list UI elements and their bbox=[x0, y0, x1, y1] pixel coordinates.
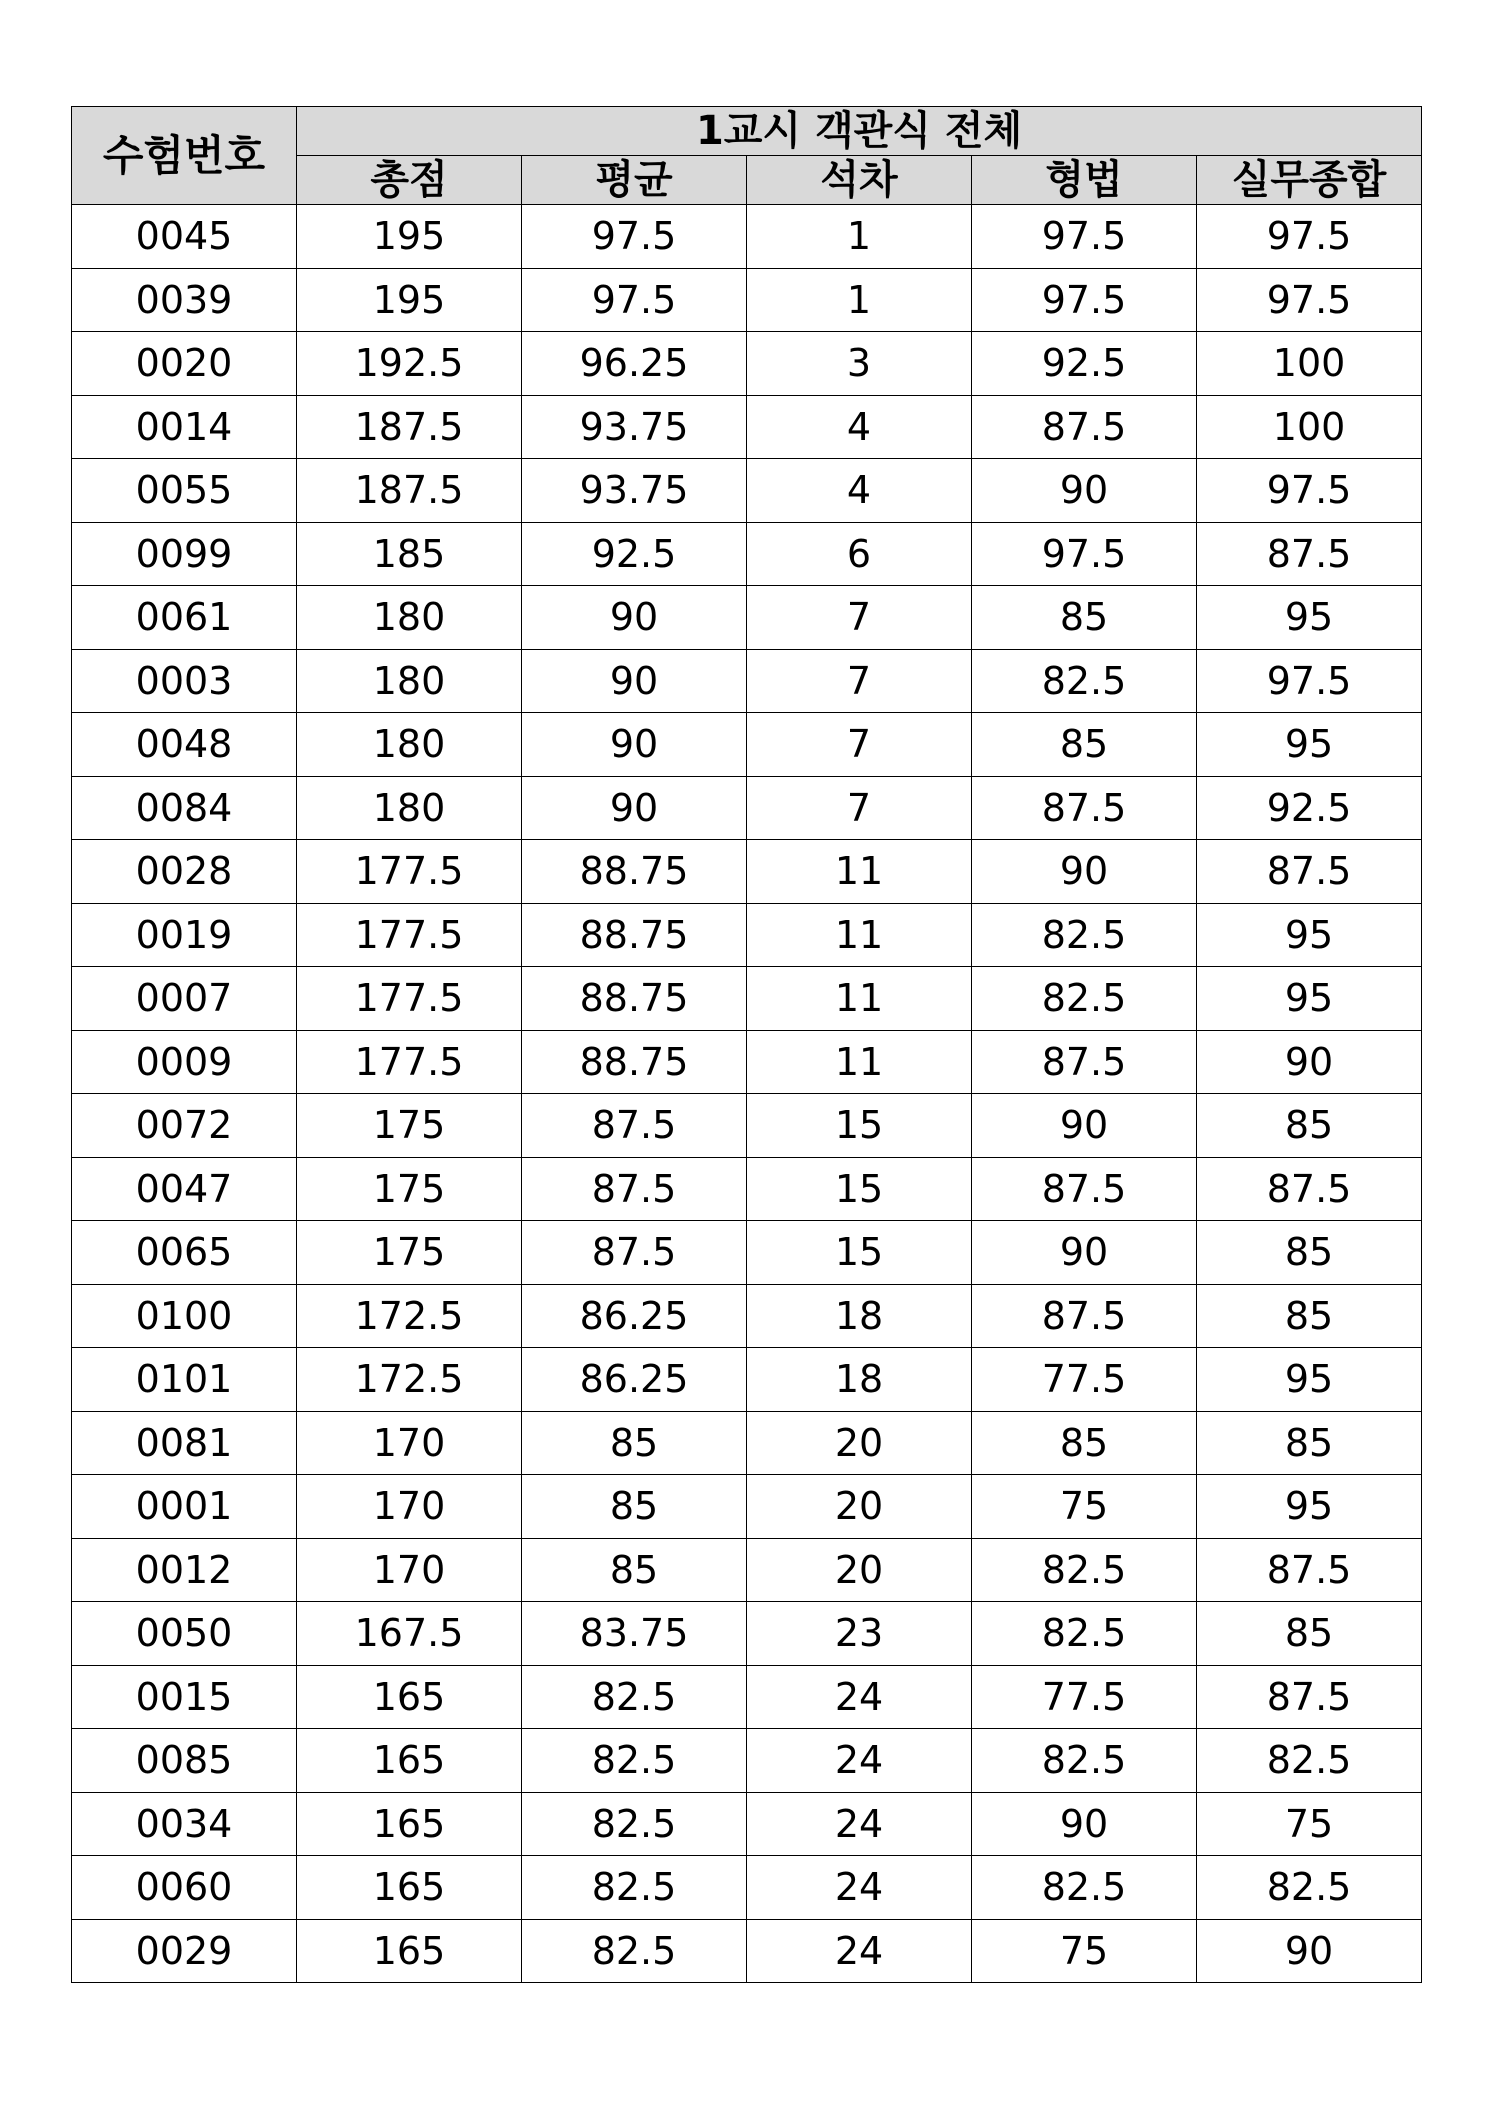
exam-number-cell: 0055 bbox=[72, 459, 297, 523]
average-cell: 87.5 bbox=[522, 1094, 747, 1158]
exam-number-cell: 0045 bbox=[72, 205, 297, 269]
table-row bbox=[72, 1475, 1422, 1539]
practice-general-cell: 87.5 bbox=[1197, 1538, 1422, 1602]
rank-cell: 4 bbox=[747, 395, 972, 459]
total-cell: 195 bbox=[297, 205, 522, 269]
average-cell: 82.5 bbox=[522, 1729, 747, 1793]
rank-cell: 11 bbox=[747, 967, 972, 1031]
exam-number-cell: 0060 bbox=[72, 1856, 297, 1920]
criminal-law-cell: 87.5 bbox=[972, 776, 1197, 840]
rank-cell: 11 bbox=[747, 903, 972, 967]
table-body bbox=[72, 205, 1422, 1983]
practice-general-cell: 97.5 bbox=[1197, 649, 1422, 713]
practice-general-cell: 95 bbox=[1197, 1475, 1422, 1539]
exam-number-cell: 0001 bbox=[72, 1475, 297, 1539]
table-row bbox=[72, 1729, 1422, 1793]
criminal-law-cell: 75 bbox=[972, 1919, 1197, 1983]
practice-general-cell: 85 bbox=[1197, 1284, 1422, 1348]
criminal-law-cell: 87.5 bbox=[972, 1284, 1197, 1348]
exam-number-cell: 0020 bbox=[72, 332, 297, 396]
practice-general-cell: 100 bbox=[1197, 332, 1422, 396]
rank-cell: 11 bbox=[747, 1030, 972, 1094]
criminal-law-cell: 82.5 bbox=[972, 1729, 1197, 1793]
score-table bbox=[71, 106, 1422, 1983]
practice-general-cell: 75 bbox=[1197, 1792, 1422, 1856]
rank-cell: 11 bbox=[747, 840, 972, 904]
table-row bbox=[72, 205, 1422, 269]
rank-cell: 20 bbox=[747, 1411, 972, 1475]
exam-number-cell: 0101 bbox=[72, 1348, 297, 1412]
exam-number-cell: 0065 bbox=[72, 1221, 297, 1285]
practice-general-cell: 95 bbox=[1197, 967, 1422, 1031]
column-header-average: 평균 bbox=[522, 156, 747, 205]
table-row bbox=[72, 649, 1422, 713]
criminal-law-cell: 97.5 bbox=[972, 522, 1197, 586]
criminal-law-cell: 87.5 bbox=[972, 1030, 1197, 1094]
practice-general-cell: 85 bbox=[1197, 1094, 1422, 1158]
exam-number-cell: 0028 bbox=[72, 840, 297, 904]
criminal-law-cell: 82.5 bbox=[972, 903, 1197, 967]
rank-cell: 7 bbox=[747, 713, 972, 777]
table-row bbox=[72, 1284, 1422, 1348]
table-row bbox=[72, 1157, 1422, 1221]
exam-number-cell: 0099 bbox=[72, 522, 297, 586]
criminal-law-cell: 77.5 bbox=[972, 1348, 1197, 1412]
total-cell: 180 bbox=[297, 649, 522, 713]
practice-general-cell: 92.5 bbox=[1197, 776, 1422, 840]
average-cell: 88.75 bbox=[522, 1030, 747, 1094]
table-row bbox=[72, 1411, 1422, 1475]
practice-general-cell: 95 bbox=[1197, 903, 1422, 967]
criminal-law-cell: 90 bbox=[972, 1094, 1197, 1158]
criminal-law-cell: 87.5 bbox=[972, 1157, 1197, 1221]
practice-general-cell: 97.5 bbox=[1197, 268, 1422, 332]
column-header-total: 총점 bbox=[297, 156, 522, 205]
average-cell: 88.75 bbox=[522, 903, 747, 967]
criminal-law-cell: 85 bbox=[972, 586, 1197, 650]
rank-cell: 20 bbox=[747, 1538, 972, 1602]
total-cell: 187.5 bbox=[297, 395, 522, 459]
criminal-law-cell: 90 bbox=[972, 1221, 1197, 1285]
average-cell: 85 bbox=[522, 1538, 747, 1602]
table-row bbox=[72, 1792, 1422, 1856]
table-row bbox=[72, 1030, 1422, 1094]
total-cell: 170 bbox=[297, 1411, 522, 1475]
exam-number-cell: 0061 bbox=[72, 586, 297, 650]
total-cell: 175 bbox=[297, 1221, 522, 1285]
table-row bbox=[72, 903, 1422, 967]
total-cell: 170 bbox=[297, 1475, 522, 1539]
rank-cell: 24 bbox=[747, 1792, 972, 1856]
average-cell: 86.25 bbox=[522, 1348, 747, 1412]
average-cell: 85 bbox=[522, 1475, 747, 1539]
criminal-law-cell: 90 bbox=[972, 1792, 1197, 1856]
total-cell: 172.5 bbox=[297, 1348, 522, 1412]
practice-general-cell: 100 bbox=[1197, 395, 1422, 459]
exam-number-cell: 0014 bbox=[72, 395, 297, 459]
average-cell: 86.25 bbox=[522, 1284, 747, 1348]
exam-number-cell: 0047 bbox=[72, 1157, 297, 1221]
session-group-header: 1교시 객관식 전체 bbox=[297, 107, 1422, 156]
table-row bbox=[72, 967, 1422, 1031]
exam-number-cell: 0085 bbox=[72, 1729, 297, 1793]
practice-general-cell: 97.5 bbox=[1197, 459, 1422, 523]
average-cell: 90 bbox=[522, 776, 747, 840]
practice-general-cell: 87.5 bbox=[1197, 840, 1422, 904]
practice-general-cell: 87.5 bbox=[1197, 1157, 1422, 1221]
rank-cell: 3 bbox=[747, 332, 972, 396]
average-cell: 90 bbox=[522, 586, 747, 650]
criminal-law-cell: 77.5 bbox=[972, 1665, 1197, 1729]
total-cell: 180 bbox=[297, 776, 522, 840]
table-row bbox=[72, 1602, 1422, 1666]
total-cell: 180 bbox=[297, 713, 522, 777]
exam-number-cell: 0034 bbox=[72, 1792, 297, 1856]
average-cell: 82.5 bbox=[522, 1665, 747, 1729]
total-cell: 187.5 bbox=[297, 459, 522, 523]
table-row bbox=[72, 840, 1422, 904]
average-cell: 82.5 bbox=[522, 1919, 747, 1983]
exam-number-cell: 0007 bbox=[72, 967, 297, 1031]
header-row-top bbox=[72, 107, 1422, 156]
total-cell: 175 bbox=[297, 1094, 522, 1158]
column-header-practice-general: 실무종합 bbox=[1197, 156, 1422, 205]
rank-cell: 24 bbox=[747, 1665, 972, 1729]
total-cell: 167.5 bbox=[297, 1602, 522, 1666]
average-cell: 87.5 bbox=[522, 1221, 747, 1285]
score-sheet bbox=[71, 106, 1422, 1983]
criminal-law-cell: 82.5 bbox=[972, 1602, 1197, 1666]
criminal-law-cell: 85 bbox=[972, 713, 1197, 777]
criminal-law-cell: 90 bbox=[972, 840, 1197, 904]
exam-number-cell: 0048 bbox=[72, 713, 297, 777]
exam-number-cell: 0050 bbox=[72, 1602, 297, 1666]
total-cell: 192.5 bbox=[297, 332, 522, 396]
average-cell: 97.5 bbox=[522, 268, 747, 332]
criminal-law-cell: 87.5 bbox=[972, 395, 1197, 459]
table-row bbox=[72, 586, 1422, 650]
practice-general-cell: 87.5 bbox=[1197, 522, 1422, 586]
exam-number-cell: 0100 bbox=[72, 1284, 297, 1348]
criminal-law-cell: 85 bbox=[972, 1411, 1197, 1475]
table-row bbox=[72, 332, 1422, 396]
rank-cell: 18 bbox=[747, 1284, 972, 1348]
rank-cell: 7 bbox=[747, 649, 972, 713]
practice-general-cell: 87.5 bbox=[1197, 1665, 1422, 1729]
average-cell: 93.75 bbox=[522, 395, 747, 459]
table-row bbox=[72, 1538, 1422, 1602]
table-row bbox=[72, 1348, 1422, 1412]
exam-number-cell: 0012 bbox=[72, 1538, 297, 1602]
table-row bbox=[72, 1665, 1422, 1729]
criminal-law-cell: 90 bbox=[972, 459, 1197, 523]
total-cell: 165 bbox=[297, 1856, 522, 1920]
table-row bbox=[72, 459, 1422, 523]
table-row bbox=[72, 1919, 1422, 1983]
rank-cell: 15 bbox=[747, 1221, 972, 1285]
table-row bbox=[72, 713, 1422, 777]
table-header bbox=[72, 107, 1422, 205]
average-cell: 93.75 bbox=[522, 459, 747, 523]
total-cell: 170 bbox=[297, 1538, 522, 1602]
practice-general-cell: 97.5 bbox=[1197, 205, 1422, 269]
practice-general-cell: 90 bbox=[1197, 1030, 1422, 1094]
table-row bbox=[72, 776, 1422, 840]
criminal-law-cell: 82.5 bbox=[972, 649, 1197, 713]
practice-general-cell: 95 bbox=[1197, 713, 1422, 777]
criminal-law-cell: 97.5 bbox=[972, 205, 1197, 269]
practice-general-cell: 95 bbox=[1197, 1348, 1422, 1412]
practice-general-cell: 85 bbox=[1197, 1411, 1422, 1475]
rank-cell: 1 bbox=[747, 268, 972, 332]
exam-number-header: 수험번호 bbox=[72, 107, 297, 205]
total-cell: 185 bbox=[297, 522, 522, 586]
practice-general-cell: 95 bbox=[1197, 586, 1422, 650]
table-row bbox=[72, 395, 1422, 459]
total-cell: 165 bbox=[297, 1792, 522, 1856]
total-cell: 165 bbox=[297, 1919, 522, 1983]
average-cell: 90 bbox=[522, 649, 747, 713]
average-cell: 90 bbox=[522, 713, 747, 777]
exam-number-cell: 0072 bbox=[72, 1094, 297, 1158]
total-cell: 177.5 bbox=[297, 903, 522, 967]
criminal-law-cell: 82.5 bbox=[972, 1856, 1197, 1920]
rank-cell: 6 bbox=[747, 522, 972, 586]
total-cell: 177.5 bbox=[297, 1030, 522, 1094]
rank-cell: 15 bbox=[747, 1094, 972, 1158]
criminal-law-cell: 75 bbox=[972, 1475, 1197, 1539]
average-cell: 92.5 bbox=[522, 522, 747, 586]
exam-number-cell: 0084 bbox=[72, 776, 297, 840]
average-cell: 85 bbox=[522, 1411, 747, 1475]
practice-general-cell: 90 bbox=[1197, 1919, 1422, 1983]
exam-number-cell: 0019 bbox=[72, 903, 297, 967]
column-header-rank: 석차 bbox=[747, 156, 972, 205]
total-cell: 177.5 bbox=[297, 967, 522, 1031]
criminal-law-cell: 97.5 bbox=[972, 268, 1197, 332]
practice-general-cell: 82.5 bbox=[1197, 1856, 1422, 1920]
total-cell: 172.5 bbox=[297, 1284, 522, 1348]
rank-cell: 24 bbox=[747, 1856, 972, 1920]
total-cell: 175 bbox=[297, 1157, 522, 1221]
average-cell: 87.5 bbox=[522, 1157, 747, 1221]
exam-number-cell: 0009 bbox=[72, 1030, 297, 1094]
practice-general-cell: 85 bbox=[1197, 1221, 1422, 1285]
exam-number-cell: 0029 bbox=[72, 1919, 297, 1983]
table-row bbox=[72, 1221, 1422, 1285]
exam-number-cell: 0081 bbox=[72, 1411, 297, 1475]
table-row bbox=[72, 1856, 1422, 1920]
average-cell: 83.75 bbox=[522, 1602, 747, 1666]
average-cell: 96.25 bbox=[522, 332, 747, 396]
table-row bbox=[72, 522, 1422, 586]
rank-cell: 20 bbox=[747, 1475, 972, 1539]
column-header-criminal-law: 형법 bbox=[972, 156, 1197, 205]
rank-cell: 7 bbox=[747, 776, 972, 840]
average-cell: 82.5 bbox=[522, 1856, 747, 1920]
rank-cell: 4 bbox=[747, 459, 972, 523]
rank-cell: 18 bbox=[747, 1348, 972, 1412]
rank-cell: 24 bbox=[747, 1729, 972, 1793]
average-cell: 97.5 bbox=[522, 205, 747, 269]
total-cell: 177.5 bbox=[297, 840, 522, 904]
criminal-law-cell: 82.5 bbox=[972, 967, 1197, 1031]
rank-cell: 23 bbox=[747, 1602, 972, 1666]
total-cell: 165 bbox=[297, 1729, 522, 1793]
average-cell: 88.75 bbox=[522, 840, 747, 904]
total-cell: 180 bbox=[297, 586, 522, 650]
rank-cell: 1 bbox=[747, 205, 972, 269]
total-cell: 195 bbox=[297, 268, 522, 332]
exam-number-cell: 0003 bbox=[72, 649, 297, 713]
table-row bbox=[72, 1094, 1422, 1158]
exam-number-cell: 0015 bbox=[72, 1665, 297, 1729]
average-cell: 82.5 bbox=[522, 1792, 747, 1856]
total-cell: 165 bbox=[297, 1665, 522, 1729]
criminal-law-cell: 92.5 bbox=[972, 332, 1197, 396]
rank-cell: 7 bbox=[747, 586, 972, 650]
exam-number-cell: 0039 bbox=[72, 268, 297, 332]
criminal-law-cell: 82.5 bbox=[972, 1538, 1197, 1602]
table-row bbox=[72, 268, 1422, 332]
practice-general-cell: 82.5 bbox=[1197, 1729, 1422, 1793]
average-cell: 88.75 bbox=[522, 967, 747, 1031]
practice-general-cell: 85 bbox=[1197, 1602, 1422, 1666]
rank-cell: 15 bbox=[747, 1157, 972, 1221]
rank-cell: 24 bbox=[747, 1919, 972, 1983]
